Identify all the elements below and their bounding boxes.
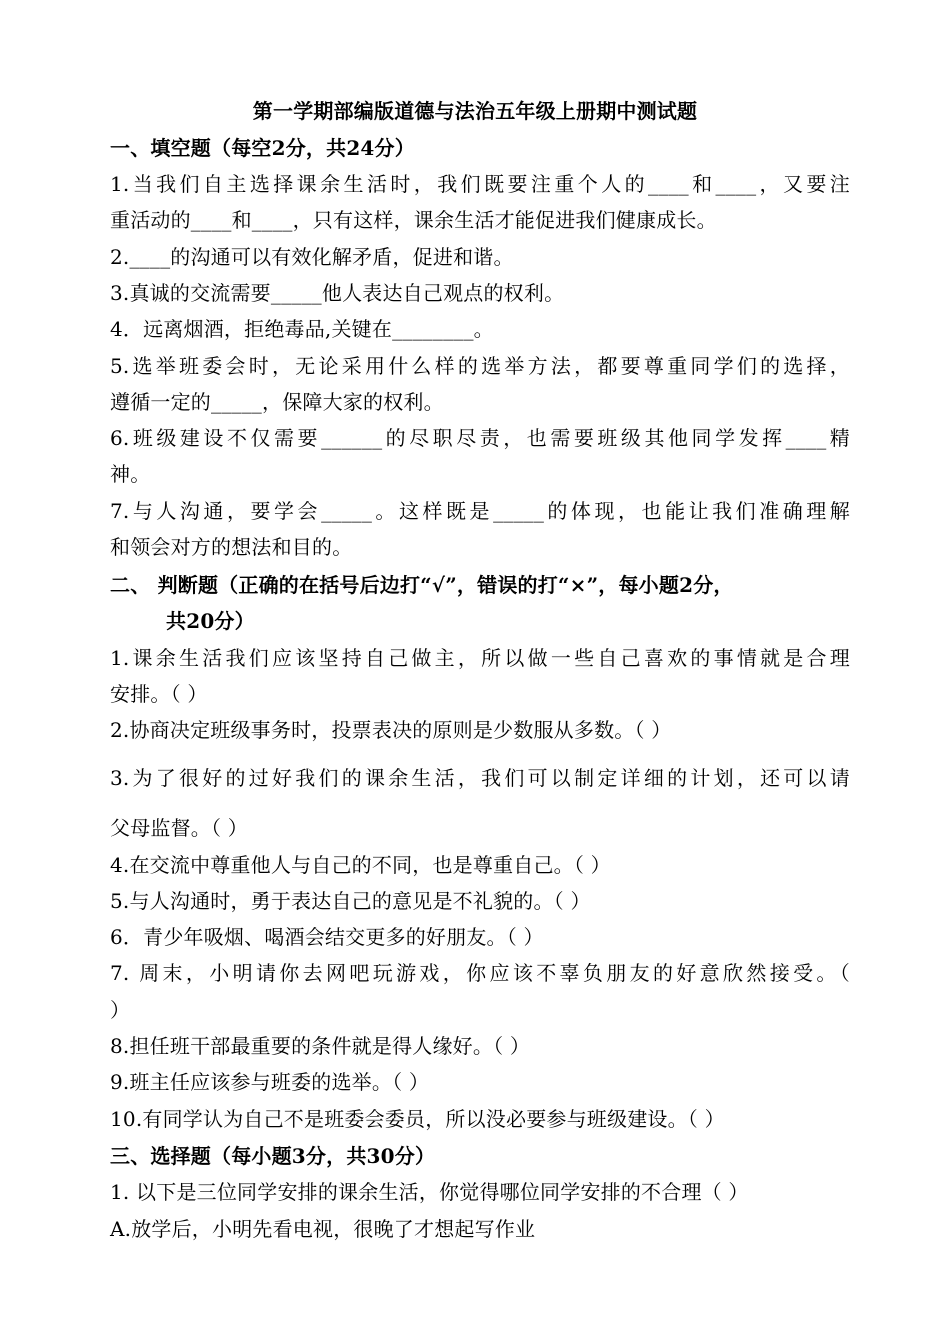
- question-line: 2.____的沟通可以有效化解矛盾，促进和谐。: [110, 245, 514, 269]
- question-line: 2.协商决定班级事务时，投票表决的原则是少数服从多数。（ ）: [110, 718, 672, 742]
- question-line: 7. 周末，小明请你去网吧玩游戏，你应该不辜负朋友的好意欣然接受。（: [110, 961, 850, 985]
- question-line: 5.与人沟通时，勇于表达自己的意见是不礼貌的。（ ）: [110, 889, 591, 913]
- section-2-heading-cont: 共20分）: [166, 609, 255, 633]
- question-line: 父母监督。（ ）: [110, 816, 248, 840]
- question-line: 6．青少年吸烟、喝酒会结交更多的好朋友。（ ）: [110, 925, 544, 949]
- question-line: 遵循一定的_____，保障大家的权利。: [110, 390, 444, 414]
- question-line: 神。: [110, 462, 151, 486]
- section-2-heading: 二、 判断题（正确的在括号后边打“√”，错误的打“×”，每小题2分，: [110, 573, 734, 597]
- question-line: 和领会对方的想法和目的。: [110, 535, 353, 559]
- page-title: 第一学期部编版道德与法治五年级上册期中测试题: [252, 99, 698, 123]
- section-3-heading: 三、选择题（每小题3分，共30分）: [110, 1144, 436, 1168]
- question-line: 9.班主任应该参与班委的选举。（ ）: [110, 1070, 430, 1094]
- question-line: 8.担任班干部最重要的条件就是得人缘好。（ ）: [110, 1034, 531, 1058]
- question-line: 6.班级建设不仅需要______的尽职尽责，也需要班级其他同学发挥____精: [110, 426, 850, 450]
- question-line: A.放学后，小明先看电视，很晚了才想起写作业: [110, 1217, 536, 1241]
- question-line: 5.选举班委会时，无论采用什么样的选举方法，都要尊重同学们的选择，: [110, 354, 850, 378]
- question-line: 1.当我们自主选择课余生活时，我们既要注重个人的____和____，又要注: [110, 172, 850, 196]
- question-line: 10.有同学认为自己不是班委会委员，所以没必要参与班级建设。（ ）: [110, 1107, 725, 1131]
- question-line: ）: [110, 998, 131, 1022]
- question-line: 4．远离烟酒，拒绝毒品,关键在________。: [110, 317, 494, 341]
- question-line: 重活动的____和____，只有这样，课余生活才能促进我们健康成长。: [110, 208, 717, 232]
- question-line: 3.为了很好的过好我们的课余生活，我们可以制定详细的计划，还可以请: [110, 766, 850, 790]
- section-1-heading: 一、填空题（每空2分，共24分）: [110, 136, 415, 160]
- question-line: 3.真诚的交流需要_____他人表达自己观点的权利。: [110, 281, 565, 305]
- question-line: 安排。（ ）: [110, 682, 208, 706]
- question-line: 1. 以下是三位同学安排的课余生活，你觉得哪位同学安排的不合理（ ）: [110, 1180, 749, 1204]
- question-line: 4.在交流中尊重他人与自己的不同，也是尊重自己。（ ）: [110, 853, 611, 877]
- question-line: 7.与人沟通，要学会_____。这样既是_____的体现，也能让我们准确理解: [110, 499, 850, 523]
- question-line: 1.课余生活我们应该坚持自己做主，所以做一些自己喜欢的事情就是合理: [110, 646, 850, 670]
